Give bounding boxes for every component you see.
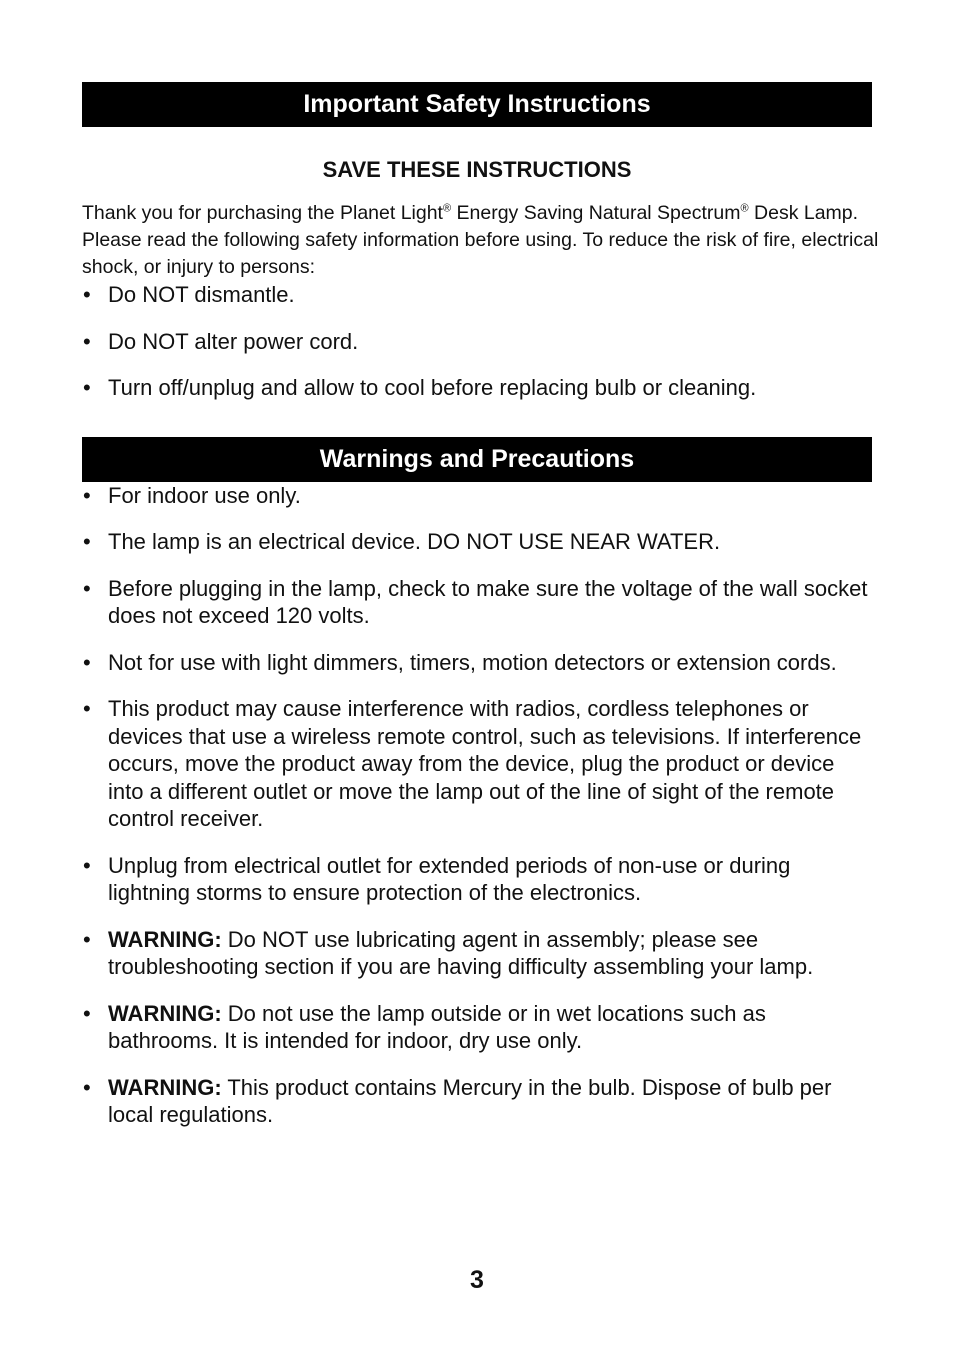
list-item-text: Unplug from electrical outlet for extended periods of non-use or during lightning storms to ensure protection of the electronics.	[108, 852, 791, 905]
intro-text-1: Thank you for purchasing the Planet Light	[82, 202, 443, 224]
bullet: •	[83, 482, 91, 508]
list-item-text: Before plugging in the lamp, check to make sure the voltage of the wall socket does not exceed 120 volts.	[108, 575, 868, 628]
list-item-text: Do NOT dismantle.	[108, 282, 295, 307]
list-item	[82, 695, 872, 833]
list-item-text: Do NOT alter power cord.	[108, 328, 359, 354]
section-title: Important Safety Instructions	[303, 90, 651, 118]
warning-text: Do NOT use lubricating agent in assembly; please see troubleshooting section if you are having difficulty assembling your lamp.	[108, 926, 814, 979]
registered-mark: ®	[740, 202, 749, 215]
list-item	[82, 328, 872, 356]
bullet: •	[83, 328, 91, 354]
list-item	[82, 575, 872, 630]
section-header-warnings	[82, 437, 872, 482]
list-item-text: For indoor use only.	[108, 482, 301, 508]
bullet: •	[83, 529, 91, 554]
intro-text-3: Desk Lamp. Please read the following safety information before using. To reduce the risk of fire, electrical shock, or injury to persons:	[82, 202, 879, 278]
list-item	[82, 649, 872, 677]
list-item	[82, 374, 872, 402]
bullet: •	[83, 1074, 91, 1100]
bullet: •	[83, 926, 91, 952]
list-item	[82, 482, 872, 510]
warning-text: Do not use the lamp outside or in wet locations such as bathrooms. It is intended for indoor, dry use only.	[108, 1000, 766, 1053]
warning-label: WARNING:	[108, 1000, 222, 1026]
warning-text: This product contains Mercury in the bulb. Dispose of bulb per local regulations.	[108, 1074, 832, 1127]
warning-item	[82, 926, 872, 981]
list-item-text: Not for use with light dimmers, timers, motion detectors or extension cords.	[108, 649, 837, 675]
section-header-safety	[82, 82, 872, 127]
save-instructions-heading: SAVE THESE INSTRUCTIONS	[322, 157, 632, 182]
section-title: Warnings and Precautions	[319, 444, 635, 473]
list-item-text: This product may cause interference with radios, cordless telephones or devices that use a wireless remote control, such as televisions. If interference occurs, move the product away from the device, plug the product or device into a different outlet or move the lamp out of the line of sight of the remote control receiver.	[108, 696, 862, 831]
list-item-text: The lamp is an electrical device. DO NOT USE NEAR WATER.	[108, 529, 721, 554]
list-item	[82, 281, 872, 309]
list-item	[82, 852, 872, 907]
warnings-list	[82, 482, 896, 1129]
registered-mark: ®	[442, 202, 452, 215]
bullet: •	[83, 696, 91, 721]
bullet: •	[83, 575, 91, 601]
intro-paragraph	[82, 200, 896, 281]
bullet: •	[83, 649, 91, 675]
intro-text-2: Energy Saving Natural Spectrum	[451, 202, 741, 224]
page-number: 3	[470, 1266, 484, 1294]
warning-item	[82, 1000, 872, 1055]
bullet: •	[83, 852, 91, 878]
list-item	[82, 528, 872, 556]
bullet: •	[83, 375, 91, 400]
warning-item	[82, 1074, 872, 1129]
list-item-text: Turn off/unplug and allow to cool before replacing bulb or cleaning.	[108, 375, 757, 400]
manual-page	[82, 82, 896, 1148]
warning-label: WARNING:	[108, 1074, 222, 1100]
bullet: •	[83, 282, 91, 307]
warning-label: WARNING:	[108, 926, 222, 952]
safety-list	[82, 281, 896, 402]
bullet: •	[83, 1000, 91, 1026]
